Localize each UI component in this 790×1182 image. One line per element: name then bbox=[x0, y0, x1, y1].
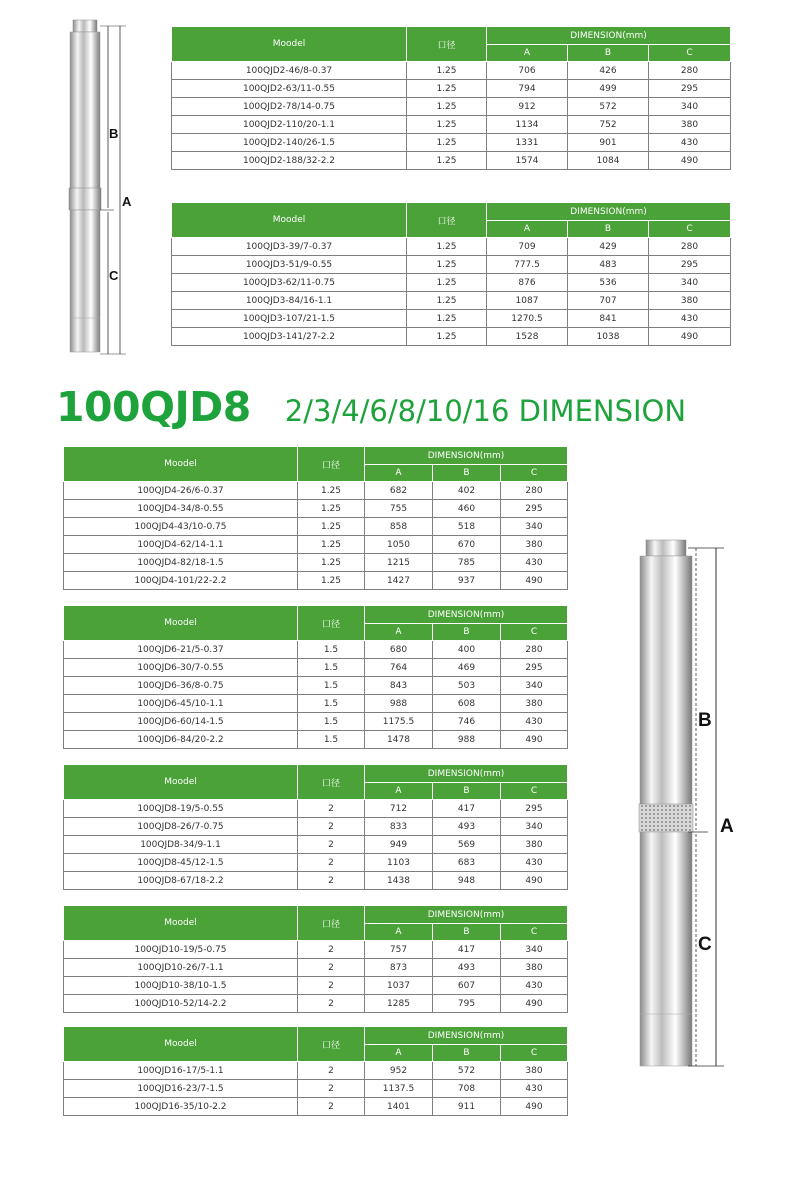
cell-c: 295 bbox=[501, 500, 568, 518]
column-header-bore: 口径 bbox=[298, 765, 365, 800]
cell-model: 100QJD8-45/12-1.5 bbox=[64, 854, 298, 872]
table-row bbox=[172, 238, 731, 256]
table-row bbox=[64, 941, 568, 959]
cell-a: 876 bbox=[487, 274, 568, 292]
pump-diagram-small bbox=[58, 18, 148, 360]
cell-a: 764 bbox=[365, 659, 433, 677]
dimension-label-a: A bbox=[122, 194, 132, 209]
column-header-a: A bbox=[365, 624, 433, 641]
table-row bbox=[64, 977, 568, 995]
column-header-b: B bbox=[433, 624, 501, 641]
pump-motor-section bbox=[640, 556, 692, 826]
cell-a: 988 bbox=[365, 695, 433, 713]
cell-c: 280 bbox=[501, 482, 568, 500]
column-header-bore: 口径 bbox=[298, 906, 365, 941]
table-row bbox=[64, 872, 568, 890]
cell-bore: 1.25 bbox=[407, 292, 487, 310]
cell-bore: 1.5 bbox=[298, 677, 365, 695]
cell-model: 100QJD4-43/10-0.75 bbox=[64, 518, 298, 536]
cell-b: 901 bbox=[568, 134, 649, 152]
pump-motor-section bbox=[70, 32, 100, 190]
cell-b: 503 bbox=[433, 677, 501, 695]
table-row bbox=[64, 854, 568, 872]
column-header-a: A bbox=[365, 783, 433, 800]
table-row bbox=[64, 695, 568, 713]
cell-b: 572 bbox=[433, 1062, 501, 1080]
cell-c: 490 bbox=[501, 1098, 568, 1116]
column-header-model: Moodel bbox=[64, 1027, 298, 1062]
cell-bore: 1.5 bbox=[298, 731, 365, 749]
cell-a: 706 bbox=[487, 62, 568, 80]
cell-b: 988 bbox=[433, 731, 501, 749]
cell-model: 100QJD10-52/14-2.2 bbox=[64, 995, 298, 1013]
column-header-model: Moodel bbox=[172, 203, 407, 238]
table-row bbox=[64, 1098, 568, 1116]
cell-bore: 2 bbox=[298, 818, 365, 836]
dimension-table bbox=[63, 446, 568, 590]
cell-a: 833 bbox=[365, 818, 433, 836]
cell-b: 708 bbox=[433, 1080, 501, 1098]
cell-bore: 2 bbox=[298, 995, 365, 1013]
cell-c: 295 bbox=[501, 659, 568, 677]
cell-model: 100QJD4-101/22-2.2 bbox=[64, 572, 298, 590]
cell-bore: 2 bbox=[298, 854, 365, 872]
cell-a: 1270.5 bbox=[487, 310, 568, 328]
cell-bore: 1.25 bbox=[298, 482, 365, 500]
cell-model: 100QJD10-38/10-1.5 bbox=[64, 977, 298, 995]
cell-c: 380 bbox=[501, 1062, 568, 1080]
pump-lower-section bbox=[640, 832, 692, 1066]
column-header-model: Moodel bbox=[172, 27, 407, 62]
cell-b: 911 bbox=[433, 1098, 501, 1116]
cell-b: 937 bbox=[433, 572, 501, 590]
cell-a: 1037 bbox=[365, 977, 433, 995]
cell-c: 490 bbox=[501, 572, 568, 590]
cell-model: 100QJD3-107/21-1.5 bbox=[172, 310, 407, 328]
table-row bbox=[64, 1080, 568, 1098]
cell-b: 607 bbox=[433, 977, 501, 995]
column-header-dimension: DIMENSION(mm) bbox=[365, 606, 568, 624]
table-row bbox=[64, 500, 568, 518]
column-header-dimension: DIMENSION(mm) bbox=[487, 203, 731, 221]
cell-bore: 1.25 bbox=[407, 98, 487, 116]
dimension-label-c: C bbox=[698, 934, 712, 955]
column-header-bore: 口径 bbox=[298, 606, 365, 641]
cell-bore: 2 bbox=[298, 800, 365, 818]
cell-a: 912 bbox=[487, 98, 568, 116]
cell-c: 295 bbox=[501, 800, 568, 818]
cell-b: 499 bbox=[568, 80, 649, 98]
cell-b: 670 bbox=[433, 536, 501, 554]
cell-model: 100QJD3-84/16-1.1 bbox=[172, 292, 407, 310]
cell-bore: 1.25 bbox=[407, 310, 487, 328]
cell-model: 100QJD2-78/14-0.75 bbox=[172, 98, 407, 116]
cell-model: 100QJD2-63/11-0.55 bbox=[172, 80, 407, 98]
cell-b: 429 bbox=[568, 238, 649, 256]
column-header-model: Moodel bbox=[64, 906, 298, 941]
cell-a: 1478 bbox=[365, 731, 433, 749]
cell-b: 426 bbox=[568, 62, 649, 80]
cell-bore: 1.5 bbox=[298, 695, 365, 713]
table-row bbox=[64, 836, 568, 854]
cell-b: 400 bbox=[433, 641, 501, 659]
cell-c: 340 bbox=[501, 941, 568, 959]
table-row bbox=[172, 152, 731, 170]
cell-c: 280 bbox=[649, 62, 731, 80]
cell-a: 1438 bbox=[365, 872, 433, 890]
cell-b: 752 bbox=[568, 116, 649, 134]
cell-bore: 1.25 bbox=[407, 134, 487, 152]
cell-b: 518 bbox=[433, 518, 501, 536]
cell-bore: 2 bbox=[298, 1080, 365, 1098]
cell-model: 100QJD4-26/6-0.37 bbox=[64, 482, 298, 500]
cell-c: 490 bbox=[501, 731, 568, 749]
cell-b: 483 bbox=[568, 256, 649, 274]
cell-model: 100QJD2-110/20-1.1 bbox=[172, 116, 407, 134]
cell-bore: 1.25 bbox=[298, 500, 365, 518]
cell-a: 1528 bbox=[487, 328, 568, 346]
table-row bbox=[172, 116, 731, 134]
cell-bore: 1.5 bbox=[298, 659, 365, 677]
cell-model: 100QJD6-36/8-0.75 bbox=[64, 677, 298, 695]
column-header-b: B bbox=[433, 924, 501, 941]
cell-model: 100QJD3-39/7-0.37 bbox=[172, 238, 407, 256]
table-row bbox=[172, 134, 731, 152]
dimension-label-a: A bbox=[720, 816, 734, 837]
cell-model: 100QJD4-34/8-0.55 bbox=[64, 500, 298, 518]
cell-bore: 1.25 bbox=[407, 238, 487, 256]
column-header-c: C bbox=[649, 221, 731, 238]
cell-model: 100QJD8-67/18-2.2 bbox=[64, 872, 298, 890]
column-header-b: B bbox=[433, 465, 501, 482]
cell-b: 402 bbox=[433, 482, 501, 500]
cell-bore: 2 bbox=[298, 1062, 365, 1080]
cell-bore: 2 bbox=[298, 836, 365, 854]
cell-a: 712 bbox=[365, 800, 433, 818]
cell-b: 469 bbox=[433, 659, 501, 677]
cell-model: 100QJD6-45/10-1.1 bbox=[64, 695, 298, 713]
column-header-model: Moodel bbox=[64, 606, 298, 641]
table-row bbox=[64, 554, 568, 572]
cell-a: 952 bbox=[365, 1062, 433, 1080]
table-row bbox=[172, 292, 731, 310]
dimension-table bbox=[171, 202, 731, 346]
cell-bore: 1.25 bbox=[407, 80, 487, 98]
cell-c: 430 bbox=[501, 1080, 568, 1098]
column-header-c: C bbox=[501, 924, 568, 941]
cell-b: 417 bbox=[433, 800, 501, 818]
table-row bbox=[64, 536, 568, 554]
cell-c: 490 bbox=[649, 328, 731, 346]
cell-c: 340 bbox=[649, 274, 731, 292]
cell-c: 280 bbox=[649, 238, 731, 256]
dimension-table bbox=[171, 26, 731, 170]
pump-inlet-band bbox=[69, 188, 101, 210]
cell-a: 755 bbox=[365, 500, 433, 518]
dimension-table bbox=[63, 764, 568, 890]
cell-model: 100QJD4-82/18-1.5 bbox=[64, 554, 298, 572]
column-header-model: Moodel bbox=[64, 765, 298, 800]
cell-b: 841 bbox=[568, 310, 649, 328]
cell-b: 707 bbox=[568, 292, 649, 310]
cell-c: 380 bbox=[501, 536, 568, 554]
cell-model: 100QJD16-23/7-1.5 bbox=[64, 1080, 298, 1098]
cell-c: 380 bbox=[501, 695, 568, 713]
dimension-label-c: C bbox=[109, 268, 119, 283]
column-header-b: B bbox=[433, 1045, 501, 1062]
cell-c: 430 bbox=[501, 554, 568, 572]
cell-b: 572 bbox=[568, 98, 649, 116]
pump-head bbox=[646, 540, 686, 556]
cell-a: 1574 bbox=[487, 152, 568, 170]
table-row bbox=[172, 274, 731, 292]
cell-model: 100QJD6-84/20-2.2 bbox=[64, 731, 298, 749]
cell-bore: 1.25 bbox=[407, 116, 487, 134]
table-row bbox=[172, 98, 731, 116]
cell-b: 460 bbox=[433, 500, 501, 518]
table-row bbox=[64, 995, 568, 1013]
cell-c: 490 bbox=[501, 995, 568, 1013]
cell-c: 380 bbox=[649, 292, 731, 310]
column-header-c: C bbox=[649, 45, 731, 62]
column-header-a: A bbox=[365, 924, 433, 941]
section-title bbox=[56, 383, 686, 431]
column-header-dimension: DIMENSION(mm) bbox=[365, 765, 568, 783]
column-header-c: C bbox=[501, 624, 568, 641]
cell-bore: 1.25 bbox=[298, 536, 365, 554]
table-row bbox=[64, 659, 568, 677]
cell-model: 100QJD3-51/9-0.55 bbox=[172, 256, 407, 274]
cell-c: 380 bbox=[501, 959, 568, 977]
cell-a: 858 bbox=[365, 518, 433, 536]
column-header-c: C bbox=[501, 1045, 568, 1062]
column-header-dimension: DIMENSION(mm) bbox=[487, 27, 731, 45]
cell-model: 100QJD16-17/5-1.1 bbox=[64, 1062, 298, 1080]
cell-model: 100QJD6-60/14-1.5 bbox=[64, 713, 298, 731]
cell-c: 430 bbox=[501, 854, 568, 872]
cell-model: 100QJD3-62/11-0.75 bbox=[172, 274, 407, 292]
column-header-a: A bbox=[487, 221, 568, 238]
table-row bbox=[64, 713, 568, 731]
cell-bore: 2 bbox=[298, 977, 365, 995]
column-header-model: Moodel bbox=[64, 447, 298, 482]
column-header-b: B bbox=[568, 221, 649, 238]
table-row bbox=[172, 310, 731, 328]
cell-bore: 2 bbox=[298, 959, 365, 977]
column-header-dimension: DIMENSION(mm) bbox=[365, 906, 568, 924]
table-row bbox=[64, 731, 568, 749]
column-header-a: A bbox=[487, 45, 568, 62]
dimension-table bbox=[63, 1026, 568, 1116]
cell-model: 100QJD8-19/5-0.55 bbox=[64, 800, 298, 818]
cell-model: 100QJD10-19/5-0.75 bbox=[64, 941, 298, 959]
cell-model: 100QJD8-34/9-1.1 bbox=[64, 836, 298, 854]
cell-c: 430 bbox=[501, 713, 568, 731]
pump-lower-section bbox=[70, 210, 100, 352]
cell-a: 682 bbox=[365, 482, 433, 500]
cell-bore: 2 bbox=[298, 1098, 365, 1116]
cell-c: 490 bbox=[501, 872, 568, 890]
cell-c: 340 bbox=[649, 98, 731, 116]
cell-c: 380 bbox=[501, 836, 568, 854]
cell-a: 1103 bbox=[365, 854, 433, 872]
table-row bbox=[64, 677, 568, 695]
cell-a: 1134 bbox=[487, 116, 568, 134]
column-header-bore: 口径 bbox=[298, 447, 365, 482]
cell-bore: 1.25 bbox=[298, 518, 365, 536]
cell-b: 417 bbox=[433, 941, 501, 959]
cell-a: 1331 bbox=[487, 134, 568, 152]
pump-head bbox=[73, 20, 97, 32]
cell-a: 757 bbox=[365, 941, 433, 959]
dimension-table bbox=[63, 605, 568, 749]
column-header-c: C bbox=[501, 783, 568, 800]
cell-bore: 1.25 bbox=[407, 256, 487, 274]
cell-bore: 1.5 bbox=[298, 713, 365, 731]
cell-c: 430 bbox=[501, 977, 568, 995]
cell-bore: 1.25 bbox=[407, 328, 487, 346]
section-title-sub: 2/3/4/6/8/10/16 DIMENSION bbox=[284, 394, 687, 428]
column-header-b: B bbox=[433, 783, 501, 800]
cell-c: 380 bbox=[649, 116, 731, 134]
cell-a: 1401 bbox=[365, 1098, 433, 1116]
cell-b: 493 bbox=[433, 959, 501, 977]
cell-model: 100QJD10-26/7-1.1 bbox=[64, 959, 298, 977]
cell-c: 295 bbox=[649, 256, 731, 274]
cell-b: 948 bbox=[433, 872, 501, 890]
cell-c: 295 bbox=[649, 80, 731, 98]
cell-model: 100QJD3-141/27-2.2 bbox=[172, 328, 407, 346]
table-row bbox=[172, 80, 731, 98]
table-row bbox=[172, 256, 731, 274]
column-header-c: C bbox=[501, 465, 568, 482]
cell-model: 100QJD6-30/7-0.55 bbox=[64, 659, 298, 677]
table-row bbox=[172, 328, 731, 346]
cell-bore: 1.25 bbox=[298, 554, 365, 572]
pump-diagram-large bbox=[628, 536, 748, 1072]
cell-b: 608 bbox=[433, 695, 501, 713]
cell-bore: 1.5 bbox=[298, 641, 365, 659]
cell-bore: 1.25 bbox=[298, 572, 365, 590]
cell-b: 536 bbox=[568, 274, 649, 292]
cell-a: 873 bbox=[365, 959, 433, 977]
table-row bbox=[172, 62, 731, 80]
cell-b: 1038 bbox=[568, 328, 649, 346]
cell-b: 493 bbox=[433, 818, 501, 836]
table-row bbox=[64, 482, 568, 500]
dimension-label-b: B bbox=[109, 126, 119, 141]
cell-a: 1137.5 bbox=[365, 1080, 433, 1098]
cell-b: 683 bbox=[433, 854, 501, 872]
table-row bbox=[64, 518, 568, 536]
column-header-bore: 口径 bbox=[298, 1027, 365, 1062]
cell-bore: 1.25 bbox=[407, 62, 487, 80]
dimension-table bbox=[63, 905, 568, 1013]
table-row bbox=[64, 1062, 568, 1080]
cell-bore: 2 bbox=[298, 941, 365, 959]
cell-b: 785 bbox=[433, 554, 501, 572]
cell-c: 340 bbox=[501, 677, 568, 695]
cell-a: 1285 bbox=[365, 995, 433, 1013]
cell-model: 100QJD8-26/7-0.75 bbox=[64, 818, 298, 836]
cell-a: 949 bbox=[365, 836, 433, 854]
table-row bbox=[64, 800, 568, 818]
cell-b: 795 bbox=[433, 995, 501, 1013]
cell-a: 1215 bbox=[365, 554, 433, 572]
cell-a: 709 bbox=[487, 238, 568, 256]
cell-a: 1087 bbox=[487, 292, 568, 310]
cell-b: 1084 bbox=[568, 152, 649, 170]
table-row bbox=[64, 641, 568, 659]
column-header-dimension: DIMENSION(mm) bbox=[365, 1027, 568, 1045]
cell-a: 680 bbox=[365, 641, 433, 659]
cell-a: 1175.5 bbox=[365, 713, 433, 731]
column-header-b: B bbox=[568, 45, 649, 62]
cell-a: 794 bbox=[487, 80, 568, 98]
cell-bore: 1.25 bbox=[407, 152, 487, 170]
pump-inlet-mesh bbox=[639, 804, 693, 832]
cell-b: 746 bbox=[433, 713, 501, 731]
cell-model: 100QJD2-46/8-0.37 bbox=[172, 62, 407, 80]
cell-c: 490 bbox=[649, 152, 731, 170]
column-header-a: A bbox=[365, 1045, 433, 1062]
table-row bbox=[64, 572, 568, 590]
cell-c: 340 bbox=[501, 818, 568, 836]
dimension-label-b: B bbox=[698, 710, 712, 731]
column-header-bore: 口径 bbox=[407, 203, 487, 238]
cell-c: 430 bbox=[649, 310, 731, 328]
column-header-dimension: DIMENSION(mm) bbox=[365, 447, 568, 465]
cell-c: 430 bbox=[649, 134, 731, 152]
cell-b: 569 bbox=[433, 836, 501, 854]
cell-model: 100QJD2-140/26-1.5 bbox=[172, 134, 407, 152]
cell-a: 843 bbox=[365, 677, 433, 695]
cell-a: 1050 bbox=[365, 536, 433, 554]
table-row bbox=[64, 818, 568, 836]
column-header-bore: 口径 bbox=[407, 27, 487, 62]
cell-model: 100QJD2-188/32-2.2 bbox=[172, 152, 407, 170]
cell-a: 777.5 bbox=[487, 256, 568, 274]
cell-c: 340 bbox=[501, 518, 568, 536]
cell-model: 100QJD4-62/14-1.1 bbox=[64, 536, 298, 554]
table-row bbox=[64, 959, 568, 977]
section-title-main: 100QJD8 bbox=[56, 383, 251, 431]
cell-model: 100QJD16-35/10-2.2 bbox=[64, 1098, 298, 1116]
cell-bore: 1.25 bbox=[407, 274, 487, 292]
cell-c: 280 bbox=[501, 641, 568, 659]
cell-a: 1427 bbox=[365, 572, 433, 590]
column-header-a: A bbox=[365, 465, 433, 482]
cell-bore: 2 bbox=[298, 872, 365, 890]
cell-model: 100QJD6-21/5-0.37 bbox=[64, 641, 298, 659]
